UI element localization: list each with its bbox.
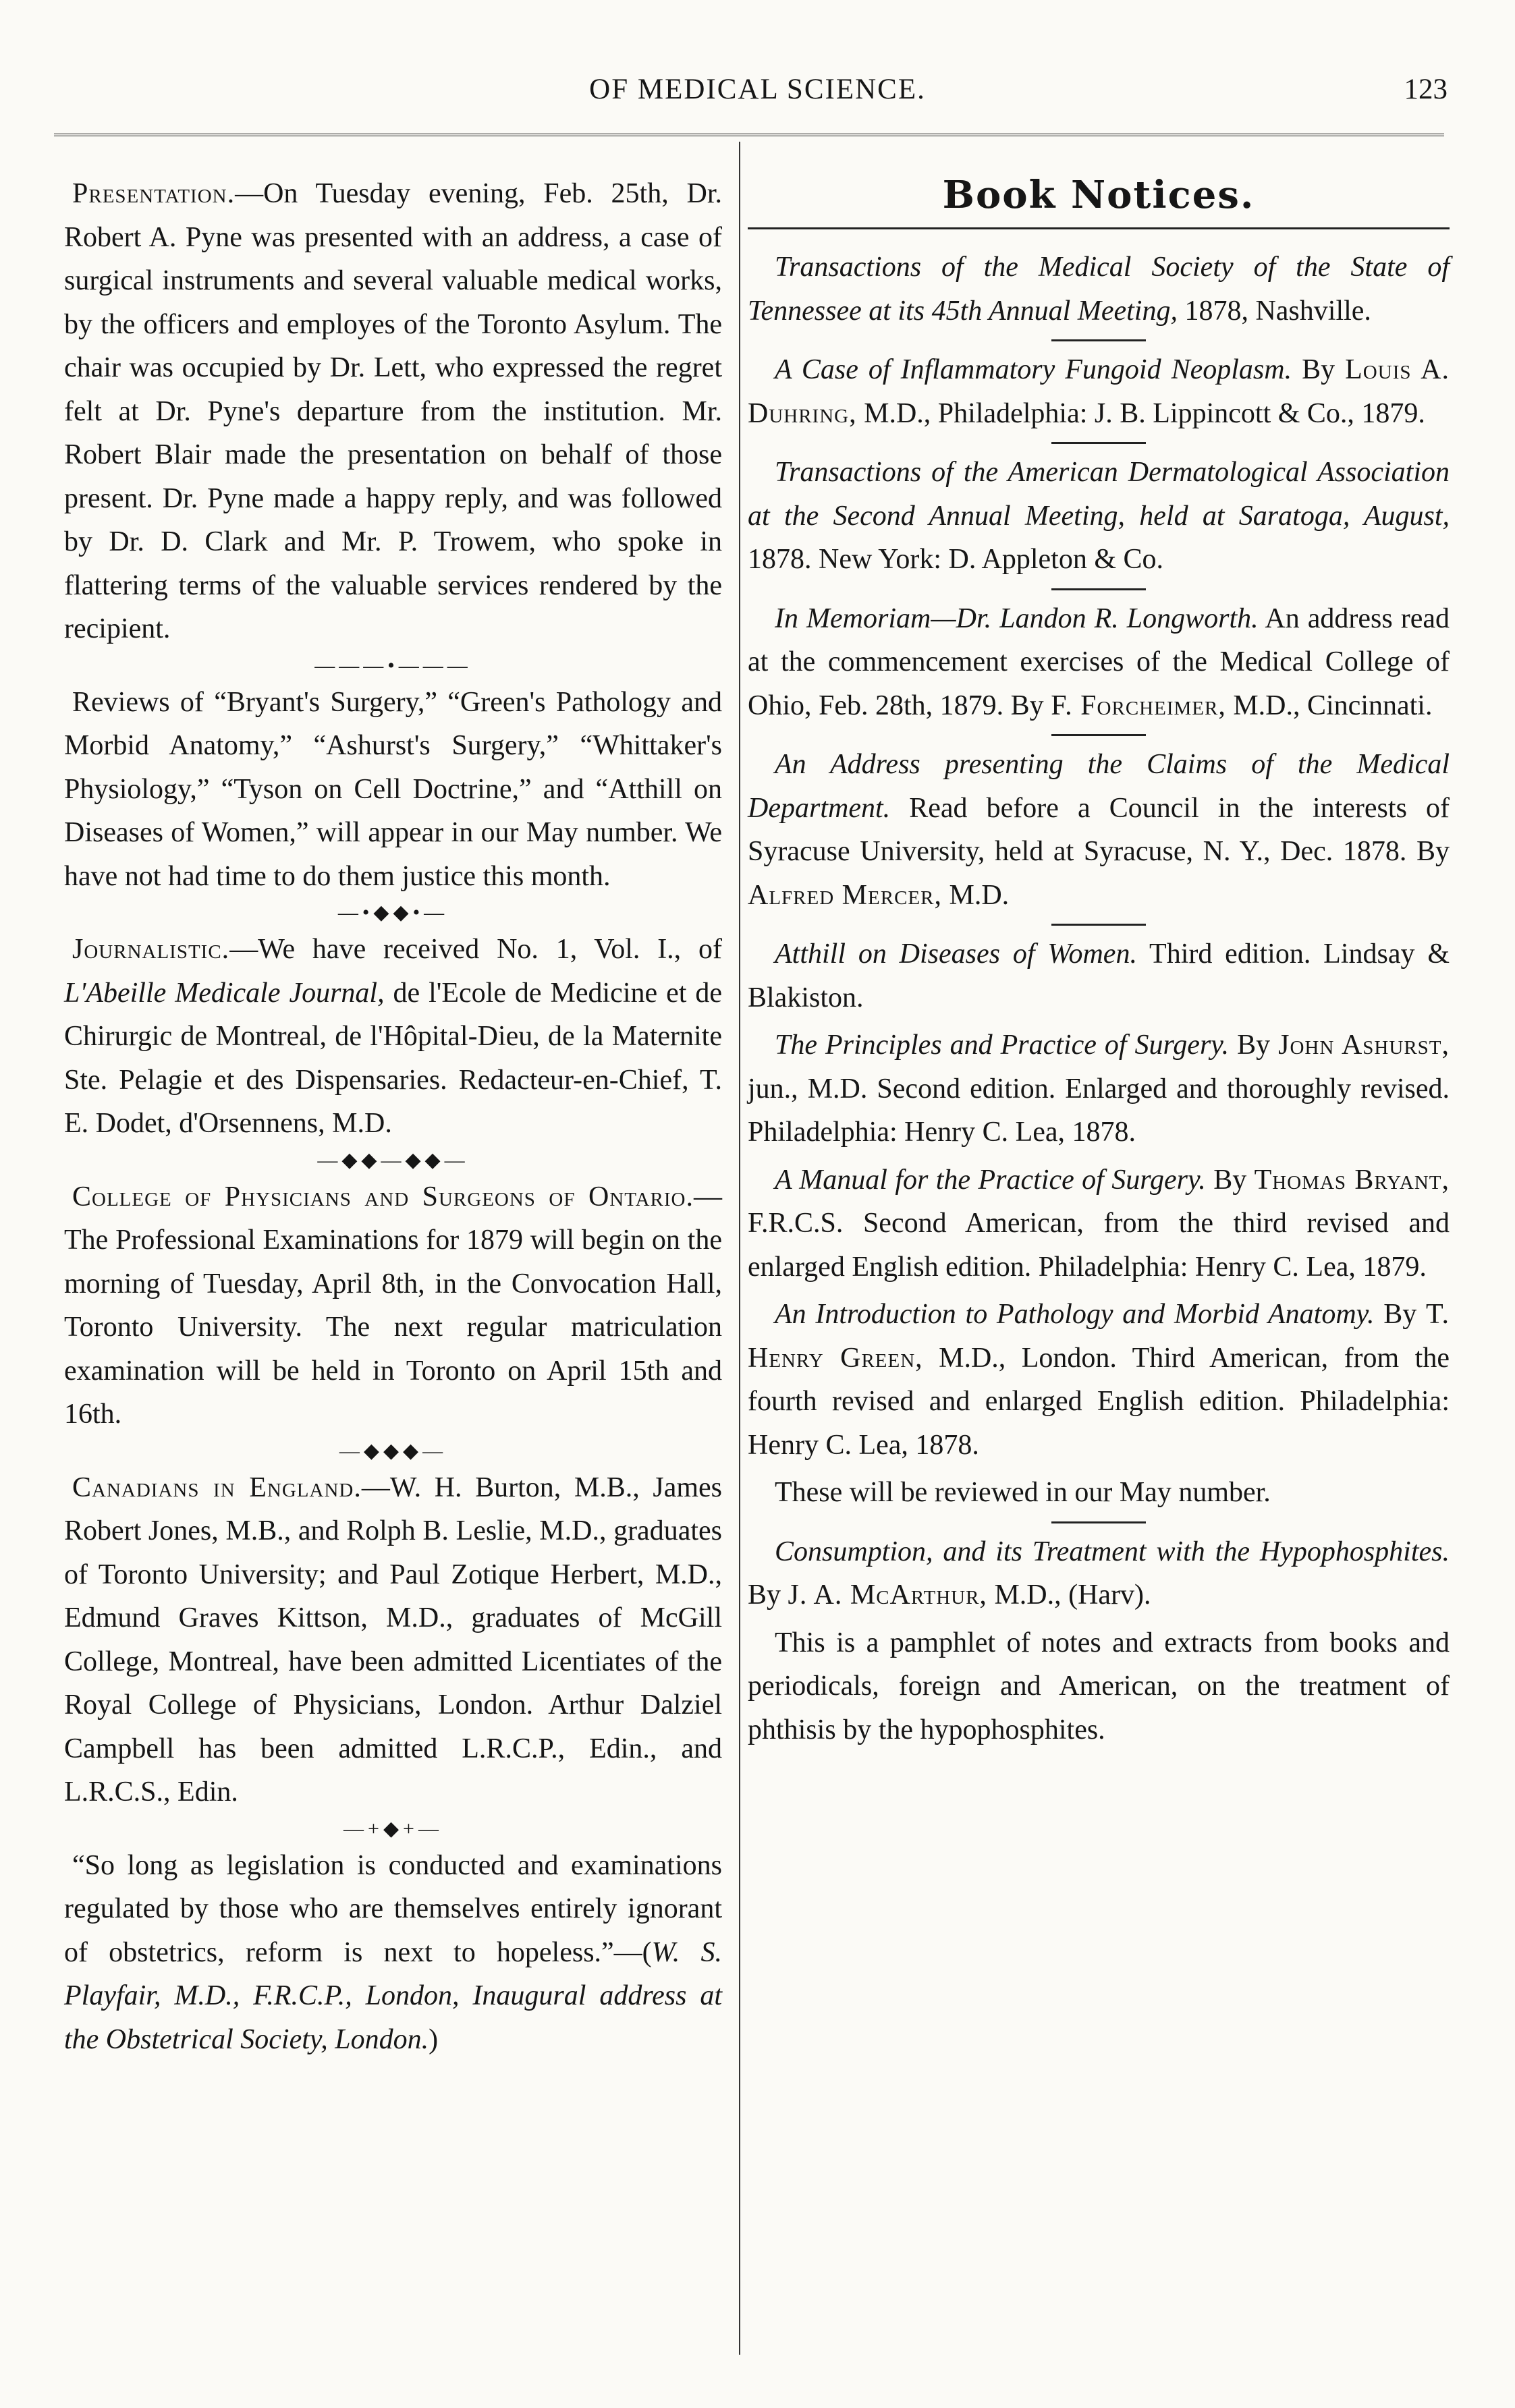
book-by: By xyxy=(1229,1030,1279,1061)
book-notice xyxy=(748,932,1450,1019)
right-column xyxy=(748,172,1450,1756)
book-notice xyxy=(748,1158,1450,1289)
section-title: Book Notices. xyxy=(942,173,1255,217)
book-title: Transactions of the Medical Society of the State of Tennessee at its 45th Annual Meeting, xyxy=(748,252,1450,327)
reviews-paragraph: Reviews of “Bryant's Surgery,” “Green's Pathology and Morbid Anatomy,” “Ashurst's Surgery,” “Whittaker's Physiology,” “Tyson on Cell Doctrine,” and “Atthill on Diseases of Women,” will appear in our May number. We have not had time to do them justice this month. xyxy=(64,686,722,892)
book-title: Consumption, and its Treatment with the Hypophosphites. xyxy=(775,1536,1450,1567)
canadians-paragraph xyxy=(64,1466,722,1814)
book-notice xyxy=(748,597,1450,728)
book-details: Read before a Council in the interests of Syracuse University, held at Syracuse, N. Y., Dec. 1878. By xyxy=(748,792,1450,867)
book-details: jun., M.D. Second edition. Enlarged and thoroughly revised. Philadelphia: Henry C. Lea, 1878. xyxy=(748,1073,1450,1148)
header-rule xyxy=(54,134,1444,136)
ornament-divider: ———•——— xyxy=(314,654,472,677)
book-author: Louis A. Duhring, xyxy=(748,354,1450,429)
pamphlet-description: This is a pamphlet of notes and extracts from books and periodicals, foreign and American, on the treatment of phthisis by the hypophosphites. xyxy=(748,1627,1450,1745)
quote-paragraph xyxy=(64,1844,722,2062)
short-rule xyxy=(1051,1521,1146,1523)
short-rule xyxy=(1051,734,1146,736)
book-details: An address read at the commencement exercises of the Medical College of Ohio, Feb. 28th, 1879. By xyxy=(748,603,1450,721)
short-rule xyxy=(1051,924,1146,926)
page-number: 123 xyxy=(1404,74,1448,105)
running-title: OF MEDICAL SCIENCE. xyxy=(589,74,926,105)
book-by: By xyxy=(748,1579,788,1611)
quote-text: “So long as legislation is conducted and examinations regulated by those who are themselves entirely ignorant of obstetrics, reform is next to hopeless.”—( xyxy=(64,1849,722,1968)
book-details: M.D., London. Third American, from the fourth revised and enlarged English edition. Philadelphia: Henry C. Lea, 1878. xyxy=(748,1342,1450,1461)
book-details: 1878. New York: D. Appleton & Co. xyxy=(748,544,1164,575)
column-divider xyxy=(739,142,740,2355)
short-rule xyxy=(1051,339,1146,341)
journal-title: L'Abeille Medicale Journal, xyxy=(64,977,385,1009)
book-title: The Principles and Practice of Surgery. xyxy=(775,1030,1230,1061)
presentation-text: —On Tuesday evening, Feb. 25th, Dr. Robert A. Pyne was presented with an address, a case of surgical instruments and several valuable medical works, by the officers and employes of the Toronto Asylum. The chair was occupied by Dr. Lett, who expressed the regret felt at Dr. Pyne's departure from the institution. Mr. Robert Blair made the presentation on behalf of those present. Dr. Pyne made a happy reply, and was followed by Dr. D. Clark and Mr. P. Trowem, who spoke in flattering terms of the valuable services rendered by the recipient. xyxy=(64,178,722,644)
canadians-text: —W. H. Burton, M.B., James Robert Jones, M.B., and Rolph B. Leslie, M.D., graduates of Toronto University; and Paul Zotique Herbert, M.D., Edmund Graves Kittson, M.D., graduates of McGill College, Montreal, have been admitted Licentiates of the Royal College of Physicians, London. Arthur Dalziel Campbell has been admitted L.R.C.P., Edin., and L.R.C.S., Edin. xyxy=(64,1472,722,1808)
book-details: 1878, Nashville. xyxy=(1177,295,1371,327)
book-author: John Ashurst, xyxy=(1278,1030,1450,1061)
journalistic-text-after: de l'Ecole de Medicine et de Chirurgic de Montreal, de l'Hôpital-Dieu, de la Maternite Ste. Pelagie et des Dispensaries. Redacteur-en-Chief, T. E. Dodet, d'Orsennens, M.D. xyxy=(64,977,722,1139)
ornament-divider: —•◆◆•— xyxy=(337,901,449,924)
ornament-divider: —◆◆◆— xyxy=(339,1439,447,1462)
review-note: These will be reviewed in our May number. xyxy=(775,1477,1271,1508)
presentation-lead: Presentation. xyxy=(72,178,236,209)
book-title: A Case of Inflammatory Fungoid Neoplasm. xyxy=(775,354,1292,385)
book-title: In Memoriam—Dr. Landon R. Longworth. xyxy=(775,603,1259,634)
presentation-paragraph xyxy=(64,172,722,651)
journalistic-text-before: —We have received No. 1, Vol. I., of xyxy=(229,934,722,965)
book-details: F.R.C.S. Second American, from the third revised and enlarged English edition. Philadelphia: Henry C. Lea, 1879. xyxy=(748,1208,1450,1283)
book-notice xyxy=(748,1293,1450,1467)
canadians-lead: Canadians in England. xyxy=(72,1472,362,1503)
ornament-divider: —+◆+— xyxy=(343,1817,443,1840)
college-lead: College of Physicians and Surgeons of Ontario. xyxy=(72,1181,694,1212)
book-details: Third edition. Lindsay & Blakiston. xyxy=(748,939,1450,1013)
short-rule xyxy=(1051,442,1146,444)
book-notice xyxy=(748,246,1450,333)
book-by: By xyxy=(1374,1299,1426,1330)
book-title: An Address presenting the Claims of the Medical Department. xyxy=(748,749,1450,824)
title-rule xyxy=(748,227,1450,229)
book-title: Transactions of the American Dermatological Association at the Second Annual Meeting, held at Saratoga, August, xyxy=(748,457,1450,532)
ornament-divider: —◆◆—◆◆— xyxy=(317,1148,469,1171)
book-author: Thomas Bryant, xyxy=(1254,1164,1450,1196)
book-notice xyxy=(748,451,1450,582)
book-title: Atthill on Diseases of Women. xyxy=(775,939,1137,970)
book-details-end: M.D. xyxy=(941,879,1010,911)
college-paragraph xyxy=(64,1175,722,1436)
book-by: By xyxy=(1205,1164,1255,1196)
quote-close: ) xyxy=(429,2023,439,2055)
left-column xyxy=(64,172,722,2061)
book-details-end: M.D., Cincinnati. xyxy=(1225,690,1433,721)
book-author: T. Henry Green, xyxy=(748,1299,1450,1374)
journalistic-lead: Journalistic. xyxy=(72,934,230,965)
short-rule xyxy=(1051,588,1146,590)
book-details: M.D., Philadelphia: J. B. Lippincott & Co., 1879. xyxy=(856,397,1425,429)
book-notice xyxy=(748,1024,1450,1154)
book-notice xyxy=(748,743,1450,917)
book-title: A Manual for the Practice of Surgery. xyxy=(775,1164,1206,1196)
book-notice xyxy=(748,1530,1450,1617)
book-author: J. A. McArthur, xyxy=(788,1579,987,1611)
book-author: Alfred Mercer, xyxy=(748,879,942,911)
quote-attribution: W. S. Playfair, M.D., F.R.C.P., London, Inaugural address at the Obstetrical Society, London. xyxy=(64,1936,722,2055)
journalistic-paragraph xyxy=(64,928,722,1146)
book-notice xyxy=(748,348,1450,435)
book-author: F. Forcheimer, xyxy=(1051,690,1226,721)
book-by: By xyxy=(1292,354,1346,385)
college-text: —The Professional Examinations for 1879 will begin on the morning of Tuesday, April 8th, in the Convocation Hall, Toronto University. The next regular matriculation examination will be held in Toronto on April 15th and 16th. xyxy=(64,1181,722,1430)
book-title: An Introduction to Pathology and Morbid Anatomy. xyxy=(775,1299,1375,1330)
book-details: M.D., (Harv). xyxy=(987,1579,1151,1611)
